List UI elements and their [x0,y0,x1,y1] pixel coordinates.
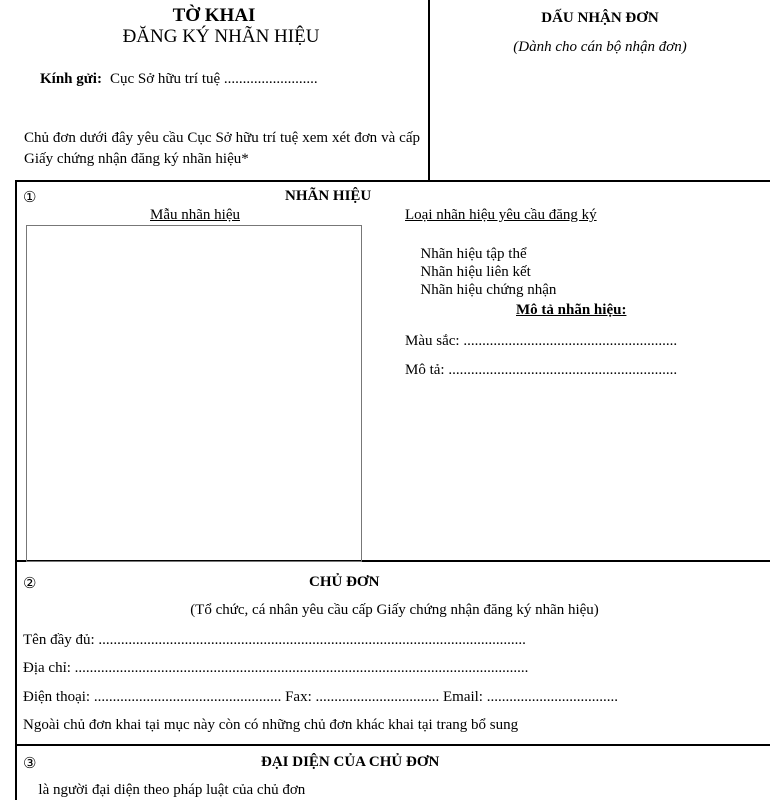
recipient-line [40,71,318,88]
section-applicant [15,562,770,746]
description-field[interactable]: Mô tả: ............................................................. [405,362,678,378]
stamp-note: (Dành cho cán bộ nhận đơn) [513,39,687,55]
checkbox-certification[interactable]:   Nhãn hiệu chứng nhận [405,282,557,298]
form-title: TỜ KHAI [172,5,256,26]
color-field[interactable]: Màu sắc: ......................................................... [405,333,678,349]
section-title: CHỦ ĐƠN [309,574,380,590]
checkbox-collective[interactable]:   Nhãn hiệu tập thể [405,246,527,262]
checkbox-legal-representative[interactable]:   là người đại diện theo pháp luật của chủ đơn [23,782,306,798]
section-number: ③ [23,756,37,772]
section-representative [15,746,770,800]
section-title: NHÃN HIỆU [285,188,372,204]
stamp-title: DẤU NHẬN ĐƠN [541,10,659,26]
section-subtitle: (Tổ chức, cá nhân yêu cầu cấp Giấy chứng nhận đăng ký nhãn hiệu) [190,602,599,618]
form-subtitle: ĐĂNG KÝ NHÃN HIỆU [122,26,320,47]
recipient-value: Cục Sở hữu trí tuệ ......................... [109,71,318,87]
form-header [0,0,770,180]
section-number: ② [23,576,37,592]
stamp-box [428,0,770,180]
sample-label: Mẫu nhãn hiệu [150,207,240,223]
section-title: ĐẠI DIỆN CỦA CHỦ ĐƠN [261,754,440,770]
recipient-label: Kính gửi: [40,71,102,87]
checkbox-associated[interactable]:   Nhãn hiệu liên kết [405,264,531,280]
full-name-field[interactable]: Tên đầy đủ: .................................................................................................................. [23,632,526,648]
trademark-sample-box[interactable] [26,225,362,562]
section-trademark [15,180,770,562]
request-statement: Chủ đơn dưới đây yêu cầu Cục Sở hữu trí tuệ xem xét đơn và cấp Giấy chứng nhận đăng ký nhãn hiệu* [24,130,420,167]
type-label: Loại nhãn hiệu yêu cầu đăng ký [405,207,597,223]
address-field[interactable]: Địa chỉ: ......................................................................................................................... [23,660,529,676]
header-left [0,0,428,180]
description-title: Mô tả nhãn hiệu: [516,302,627,318]
other-applicants-note: Ngoài chủ đơn khai tại mục này còn có những chủ đơn khác khai tại trang bổ sung [23,717,519,733]
contact-field[interactable]: Điện thoại: .................................................. Fax: ................................. Email: ................................... [23,689,618,705]
section-number: ① [23,190,37,206]
